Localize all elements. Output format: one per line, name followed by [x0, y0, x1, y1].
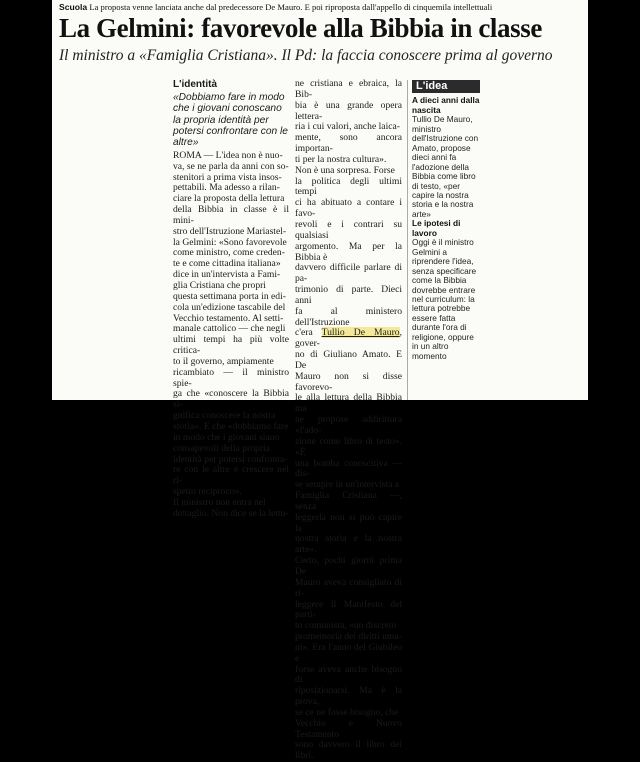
text-line: Mauro non si disse favorevo- — [295, 370, 402, 393]
text-line: ciare la proposta della lettura — [173, 193, 285, 205]
text-line: re con le altre e crescere nel ri- — [173, 464, 289, 487]
text-line: no di Giuliano Amato. E De — [295, 349, 402, 371]
highlighted-name[interactable]: Tullio De Mauro — [321, 327, 400, 339]
text-line: manale cattolico — che negli — [173, 323, 286, 335]
article-column-2 — [295, 79, 402, 762]
text-line: to il governo, ampiamente — [173, 355, 274, 367]
text-line: spetto reciproco». — [173, 486, 242, 498]
text-line: leggere il Manifesto del parti- — [295, 598, 402, 621]
line-suffix: , gover- — [295, 327, 402, 350]
section-label: Scuola — [59, 2, 88, 12]
text-line: ni». Era l'anno del Giubileo e — [295, 641, 402, 664]
text-line: Mauro aveva consigliato di ri- — [295, 576, 402, 599]
text-line: trimonio di parte. Dieci anni — [295, 284, 402, 306]
sidebar-title: L'idea — [412, 80, 480, 93]
text-line: argomento. Ma per la Bibbia è — [295, 240, 402, 263]
text-line: della Bibbia in classe è il mini- — [173, 204, 289, 226]
article-column-1 — [173, 80, 289, 520]
text-line: pettabili. Ma adesso a rilan- — [173, 182, 280, 194]
text-line: questa settimana porta in edi- — [173, 290, 286, 302]
text-line: gnifica conoscere la nostra — [173, 410, 276, 422]
text-line: ultimi tempi ha più volte critica- — [173, 334, 289, 357]
text-line: to comunista, «un discreto — [295, 620, 397, 632]
text-line: ROMA — L'idea non è nuo- — [173, 149, 283, 161]
text-line: riposizionarsi. Ma è la prova, — [295, 685, 402, 708]
text-line: se sempre in un'intervista a — [295, 479, 400, 491]
text-line: cola un'edizione tascabile del — [173, 301, 286, 313]
text-line: glia Cristiana che propri — [173, 280, 266, 291]
text-line: te e come cittadina italiana» — [173, 258, 281, 270]
column-1-text — [173, 151, 289, 520]
sidebar-body-1: Tullio De Mauro, ministro dell'Istruzione con Amato, propose dieci anni fa l'adozione della Bibbia come libro di testo, «per capire la nostra storia e la nostra arte» — [412, 114, 479, 219]
text-line: va, se ne parla da anni con so- — [173, 160, 289, 172]
text-line: Non è una sorpresa. Forse — [295, 164, 395, 176]
text-line: in modo che i giovani siano — [173, 431, 280, 443]
text-line: Vecchio testamento. Al setti- — [173, 312, 284, 324]
headline: La Gelmini: favorevole alla Bibbia in classe — [59, 13, 542, 43]
column-2-text-top — [295, 79, 402, 328]
text-line: la politica degli ultimi tempi — [295, 175, 402, 198]
text-line: Certo, pochi giorni prima De — [295, 555, 402, 577]
text-line: consapevoli della propria — [173, 442, 270, 454]
text-line: mente, sono ancora importan- — [295, 132, 402, 155]
text-line: promemoria dei diritti uma- — [295, 631, 402, 643]
line-prefix: c'era — [295, 327, 322, 339]
text-line: ci ha abituato a contare i favo- — [295, 197, 402, 220]
sidebar-subtitle-2: Le ipotesi di lavoro — [412, 218, 461, 238]
highlighted-line — [295, 328, 402, 350]
newspaper-page — [52, 0, 588, 762]
text-line: dice in un'intervista a Fami- — [173, 269, 281, 281]
text-line: leggerla non si può capire la — [295, 511, 402, 534]
pull-quote: «Dobbiamo fare in modo che i giovani conoscano la propria identità per potersi confrontare con le altre» — [173, 91, 288, 149]
quote-label: L'identità — [173, 79, 218, 90]
text-line: la Gelmini: «Sono favorevole — [173, 236, 287, 248]
text-line: ricambiato — il ministro spie- — [173, 366, 289, 389]
text-line: fa al ministero dell'Istruzione — [295, 305, 402, 328]
text-line: stro dell'Istruzione Mariastel- — [173, 225, 287, 237]
column-divider — [407, 80, 408, 400]
sidebar-body-2: Oggi è il ministro Gelmini a riprendere l'idea, senza specificare come la Bibbia dovrebbe entrare nel curriculum: la lettura potrebbe essere fatta durante l'ora di religione, oppure in un altro momento — [412, 237, 477, 361]
text-line: bia è una grande opera lettera- — [295, 99, 402, 122]
text-line: Famiglia Cristiana —, senza — [295, 490, 402, 512]
text-line: Il ministro non entra nel — [173, 496, 266, 508]
text-line: ti per la nostra cultura». — [295, 153, 387, 165]
text-line: una bomba conoscitiva — dis- — [295, 457, 402, 480]
text-line: ga che «conoscere la Bibbia si- — [173, 388, 289, 411]
text-line: dettaglio. Non dice se la lettu- — [173, 507, 289, 519]
column-2-text-bottom — [295, 350, 402, 762]
text-line: zione come libro di testo». «È — [295, 435, 402, 458]
text-line: come ministro, come creden- — [173, 247, 285, 259]
text-line: ne cristiana e ebraica, la Bib- — [295, 78, 402, 100]
text-line: ria i cui valori, anche laica- — [295, 121, 400, 133]
text-line: stenitori a prima vista insos- — [173, 171, 282, 183]
sidebar-subtitle-1: A dieci anni dalla nascita — [412, 95, 480, 115]
text-line: storia». E che «dobbiamo fare — [173, 420, 289, 432]
text-line: davvero difficile parlare di pa- — [295, 262, 402, 285]
text-line: le alla lettura della Bibbia ma — [295, 392, 402, 415]
sidebar-box — [412, 80, 480, 400]
text-line: forse aveva anche bisogno di — [295, 663, 402, 686]
text-line: identità per potersi confronta- — [173, 453, 288, 465]
subhead: Il ministro a «Famiglia Cristiana». Il Pd: la faccia conoscere prima al governo — [59, 47, 553, 64]
kicker-text: La proposta venne lanciata anche dal predecessore De Mauro. E poi riproposta dall'appello di cinquemila intellettuali — [89, 2, 493, 12]
text-line: revoli e i contrari su qualsiasi — [295, 218, 402, 241]
text-line: ne propose addirittura «l'ado- — [295, 414, 402, 436]
kicker — [59, 2, 492, 12]
text-line: se ce ne fosse bisogno, che — [295, 706, 399, 718]
text-line: nostra storia e la nostra arte». — [295, 533, 402, 556]
text-line: Vecchio e Nuovo Testamento — [295, 717, 402, 740]
text-line: sono davvero il libro dei libri. — [295, 739, 402, 762]
